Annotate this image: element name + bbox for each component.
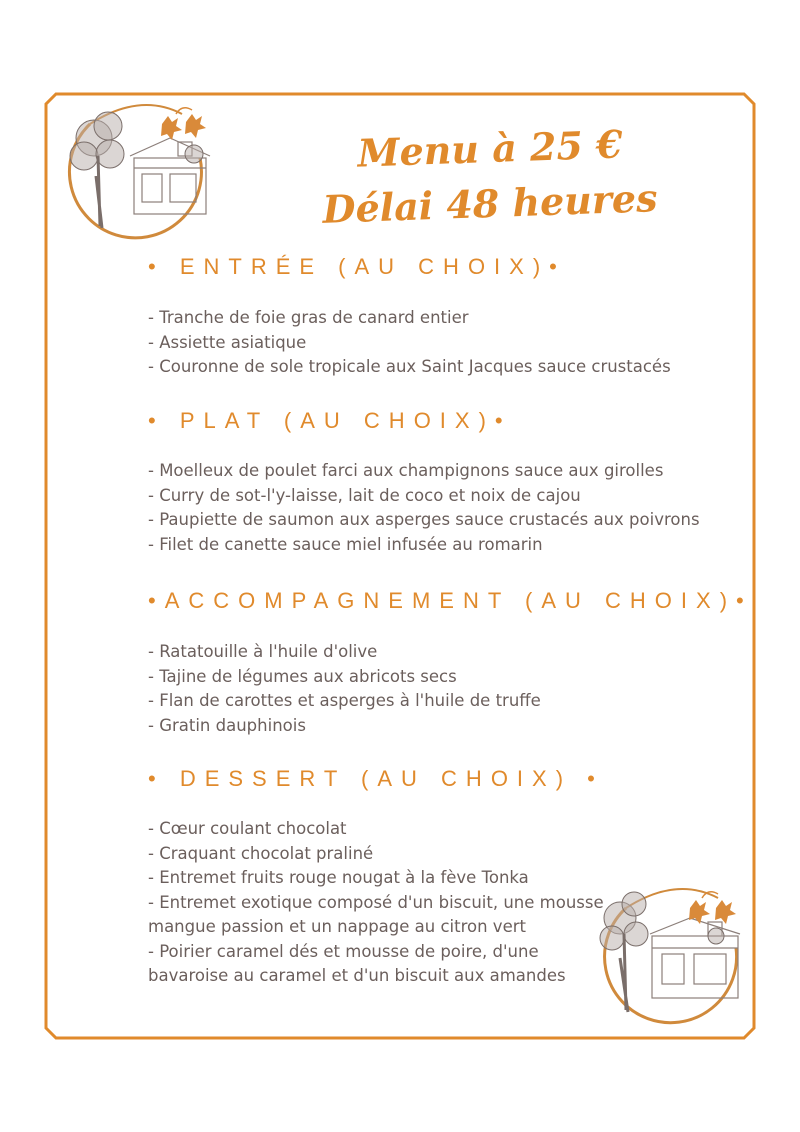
menu-title-delay: Délai 48 heures <box>321 175 659 232</box>
list-item: - Tranche de foie gras de canard entier <box>148 308 469 327</box>
section-heading-dessert: • DESSERT (AU CHOIX) • <box>148 766 604 791</box>
section-heading-plat: • PLAT (AU CHOIX)• <box>148 408 512 433</box>
list-item: - Couronne de sole tropicale aux Saint Jacques sauce crustacés <box>148 357 671 376</box>
plat-list <box>148 459 700 557</box>
list-item: - Entremet fruits rouge nougat à la fève Tonka <box>148 868 529 887</box>
list-item: - Craquant chocolat praliné <box>148 843 374 863</box>
list-item: - Tajine de légumes aux abricots secs <box>148 666 457 686</box>
list-item: - Assiette asiatique <box>148 332 307 352</box>
entree-list <box>148 306 671 380</box>
list-item: bavaroise au caramel et d'un biscuit aux amandes <box>148 966 566 985</box>
list-item: - Curry de sot-l'y-laisse, lait de coco et noix de cajou <box>148 485 581 505</box>
dessert-list <box>148 817 604 989</box>
list-item: - Flan de carottes et asperges à l'huile de truffe <box>148 691 541 710</box>
accompagnement-list <box>148 640 541 738</box>
list-item: - Filet de canette sauce miel infusée au romarin <box>148 534 543 554</box>
list-item: - Ratatouille à l'huile d'olive <box>148 642 378 661</box>
list-item: mangue passion et un nappage au citron vert <box>148 917 526 936</box>
menu-title-price: Menu à 25 € <box>356 121 624 176</box>
list-item: - Moelleux de poulet farci aux champignons sauce aux girolles <box>148 461 664 480</box>
list-item: - Cœur coulant chocolat <box>148 819 347 838</box>
section-heading-entree: • ENTRÉE (AU CHOIX)• <box>148 254 566 279</box>
list-item: - Gratin dauphinois <box>148 715 306 735</box>
section-heading-accompagnement: •ACCOMPAGNEMENT (AU CHOIX)• <box>148 588 753 613</box>
grape-leaf-icon <box>161 114 206 140</box>
house-tree-logo-icon <box>50 96 218 244</box>
list-item: - Paupiette de saumon aux asperges sauce crustacés aux poivrons <box>148 510 700 529</box>
house-tree-logo-icon <box>590 878 750 1028</box>
list-item: - Poirier caramel dés et mousse de poire, d'une <box>148 941 539 961</box>
list-item: - Entremet exotique composé d'un biscuit, une mousse <box>148 892 604 912</box>
